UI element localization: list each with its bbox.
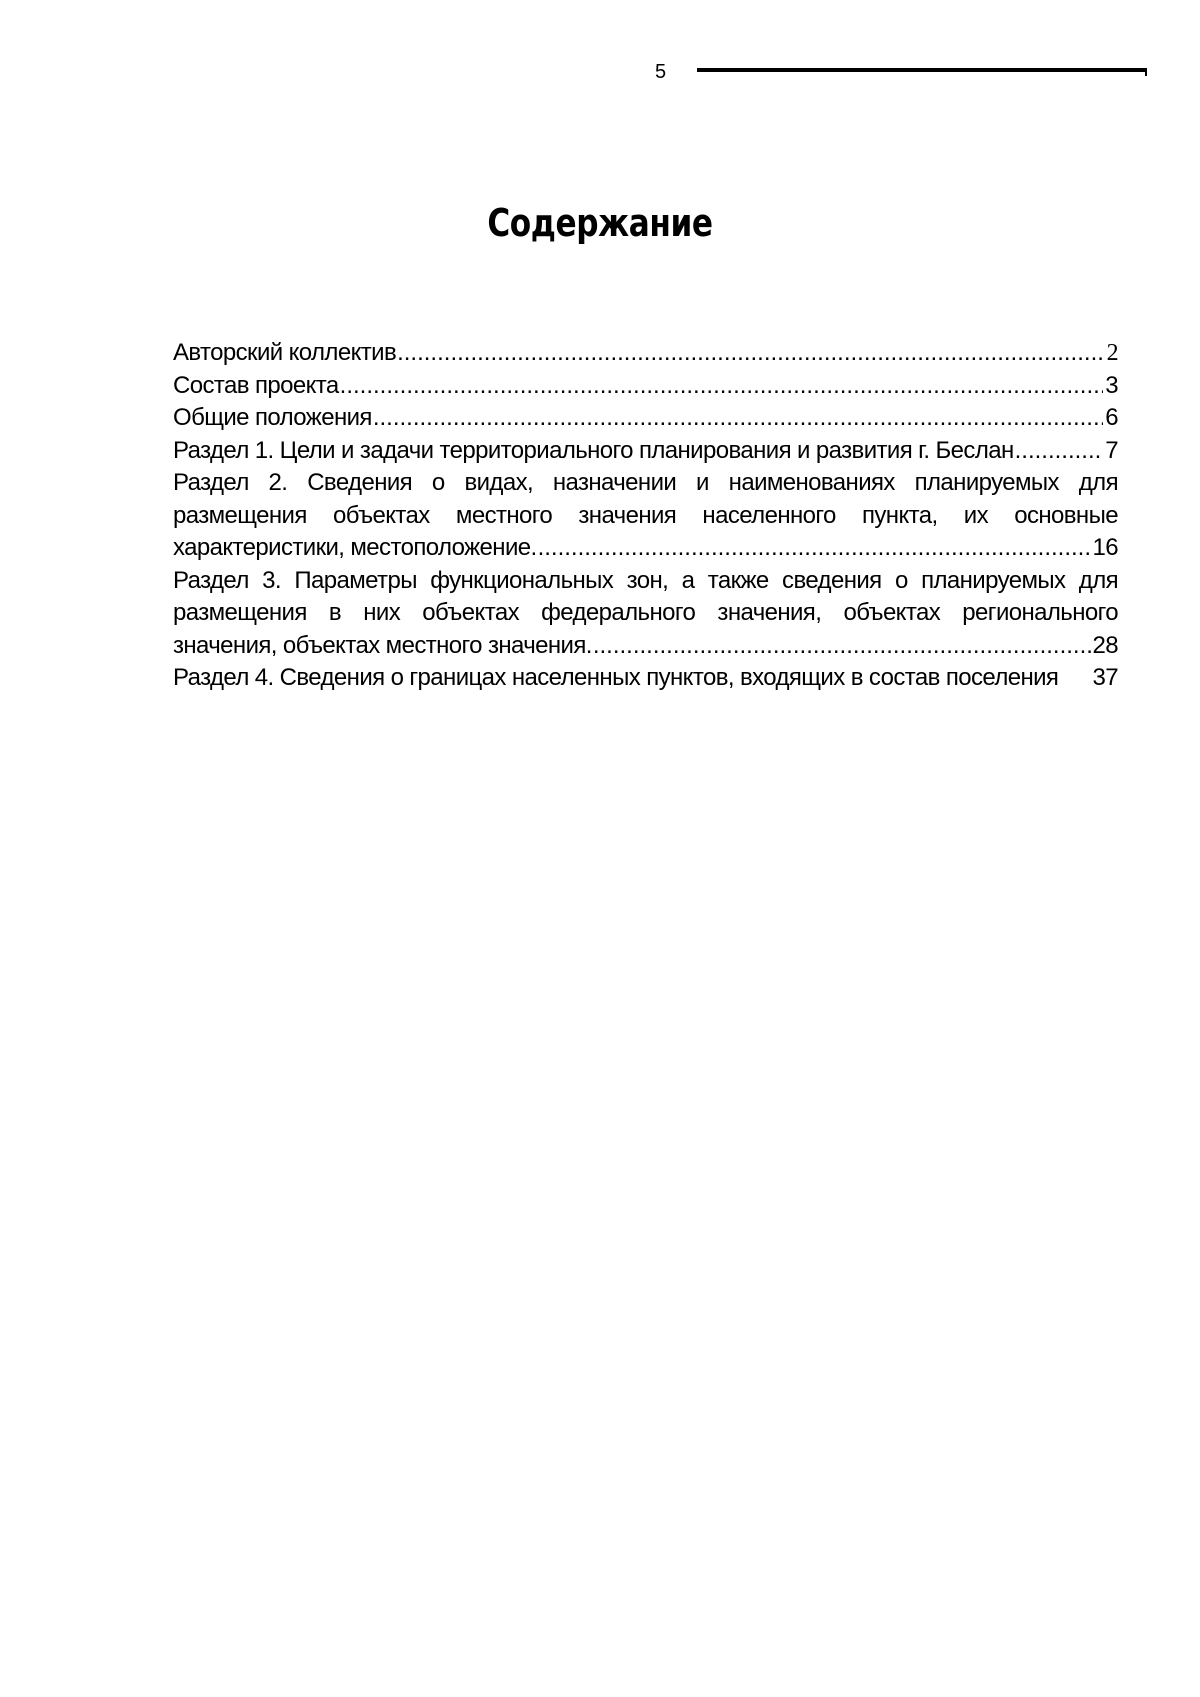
page-number: 5 [655, 61, 667, 83]
toc-page-number: 7 [1105, 436, 1118, 464]
toc-entry-text: Состав проекта [173, 371, 339, 399]
toc-entry-text: характеристики, местоположение. [173, 534, 537, 561]
toc-entry-text-line: размещения объектах местного значения населенного пункта, их основные [173, 501, 1118, 529]
toc-page-number: 16 [1092, 534, 1118, 561]
toc-entry-general-provisions[interactable] [173, 402, 1118, 435]
toc-leader [1015, 435, 1104, 468]
toc-leader [340, 370, 1104, 403]
toc-leader [538, 532, 1091, 565]
toc-page-number: 2 [1106, 340, 1118, 366]
toc-entry-authors[interactable] [173, 337, 1118, 370]
toc-entry-project-composition[interactable] [173, 370, 1118, 403]
toc-leader [397, 337, 1105, 370]
toc-entry-text: Раздел 1. Цели и задачи территориального планирования и развития г. Беслан [173, 436, 1014, 464]
toc-line [173, 532, 1118, 565]
toc-entry-text-line: Раздел 3. Параметры функциональных зон, а также сведения о планируемых для [173, 566, 1118, 594]
toc-entry-text: Общие положения [173, 404, 372, 431]
toc-leader [373, 402, 1103, 435]
page-title: Содержание [487, 201, 713, 245]
toc-leader [593, 630, 1091, 663]
toc-line [173, 402, 1118, 435]
toc-page-number: 37 [1092, 664, 1118, 691]
toc-entry-text-line: Раздел 2. Сведения о видах, назначении и наименованиях планируемых для [173, 469, 1118, 496]
page-header [0, 56, 1200, 86]
header-rule [697, 68, 1147, 72]
toc-entry-section-2[interactable] [173, 467, 1118, 565]
toc-line [173, 630, 1118, 663]
toc-page-number: 6 [1105, 404, 1118, 431]
toc-entry-section-4[interactable] [173, 662, 1118, 695]
toc-entry-text-line: размещения в них объектах федерального значения, объектах регионального [173, 599, 1118, 626]
toc-entry-section-3[interactable] [173, 565, 1118, 663]
table-of-contents [173, 337, 1118, 695]
toc-page-number: 28 [1092, 631, 1118, 659]
toc-page-number: 3 [1105, 371, 1118, 399]
toc-entry-section-1[interactable] [173, 435, 1118, 468]
toc-line [173, 370, 1118, 403]
toc-entry-text: значения, объектах местного значения. [173, 631, 592, 659]
toc-line [173, 662, 1118, 695]
toc-entry-text: Авторский коллектив [173, 339, 397, 366]
toc-entry-text: Раздел 4. Сведения о границах населенных пунктов, входящих в состав поселения [173, 664, 1059, 691]
toc-line [173, 337, 1118, 370]
toc-line [173, 435, 1118, 468]
